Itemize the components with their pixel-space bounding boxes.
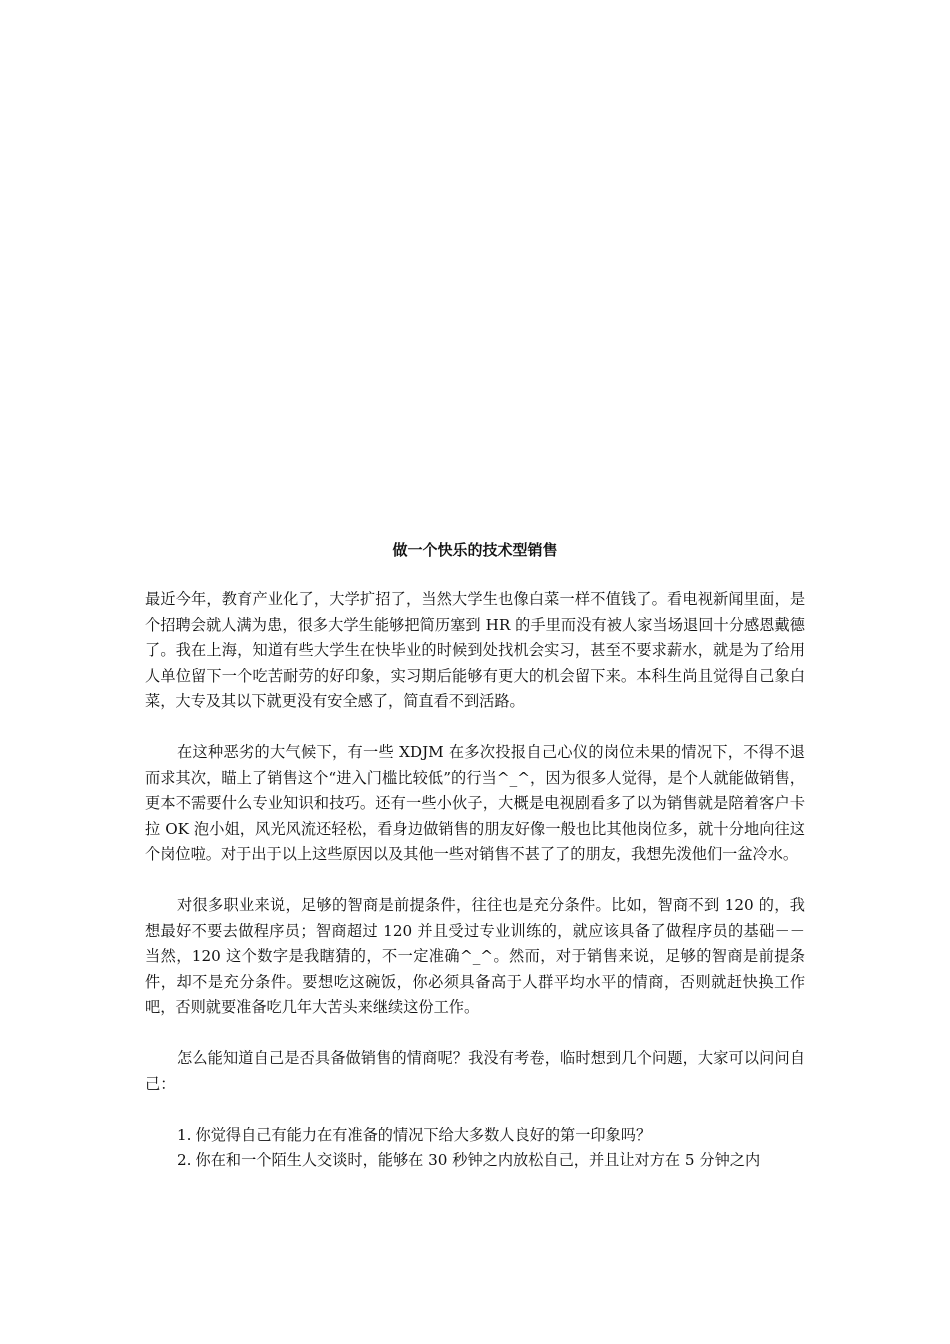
document-body <box>145 587 805 1174</box>
paragraph: 最近今年，教育产业化了，大学扩招了，当然大学生也像白菜一样不值钱了。看电视新闻里面，是个招聘会就人满为患，很多大学生能够把简历塞到 HR 的手里而没有被人家当场退回十分感恩戴德了。我在上海，知道有些大学生在快毕业的时候到处找机会实习，甚至不要求薪水，就是为了给用人单位留下一个吃苦耐劳的好印象，实习期后能够有更大的机会留下来。本科生尚且觉得自己象白菜，大专及其以下就更没有安全感了，简直看不到活路。 <box>145 590 805 710</box>
paragraph: 怎么能知道自己是否具备做销售的情商呢？我没有考卷，临时想到几个问题，大家可以问问自己： <box>145 1049 805 1093</box>
paragraph: 在这种恶劣的大气候下，有一些 XDJM 在多次投报自己心仪的岗位未果的情况下，不得不退而求其次，瞄上了销售这个“进入门槛比较低”的行当^_^，因为很多人觉得，是个人就能做销售，更本不需要什么专业知识和技巧。还有一些小伙子，大概是电视剧看多了以为销售就是陪着客户卡拉 OK 泡小姐，风光风流还轻松，看身边做销售的朋友好像一般也比其他岗位多，就十分地向往这个岗位啦。对于出于以上这些原因以及其他一些对销售不甚了了的朋友，我想先泼他们一盆冷水。 <box>145 743 805 863</box>
list-item-text: 你觉得自己有能力在有准备的情况下给大多数人良好的第一印象吗？ <box>195 1125 652 1144</box>
list-item-number: 2. <box>177 1151 192 1169</box>
list-item <box>145 1148 805 1174</box>
question-list <box>145 1123 805 1174</box>
list-item-number: 1. <box>177 1125 192 1144</box>
paragraph: 对很多职业来说，足够的智商是前提条件，往往也是充分条件。比如，智商不到 120 的，我想最好不要去做程序员；智商超过 120 并且受过专业训练的，就应该具备了做程序员的基础－－当然，120 这个数字是我瞎猜的，不一定准确^_^。然而，对于销售来说，足够的智商是前提条件，却不是充分条件。要想吃这碗饭，你必须具备高于人群平均水平的情商，否则就赶快换工作吧，否则就要准备吃几年大苦头来继续这份工作。 <box>145 896 805 1016</box>
document-title: 做一个快乐的技术型销售 <box>392 541 558 559</box>
list-item-text: 你在和一个陌生人交谈时，能够在 30 秒钟之内放松自己，并且让对方在 5 分钟之内 <box>195 1151 761 1169</box>
list-item <box>145 1123 805 1149</box>
